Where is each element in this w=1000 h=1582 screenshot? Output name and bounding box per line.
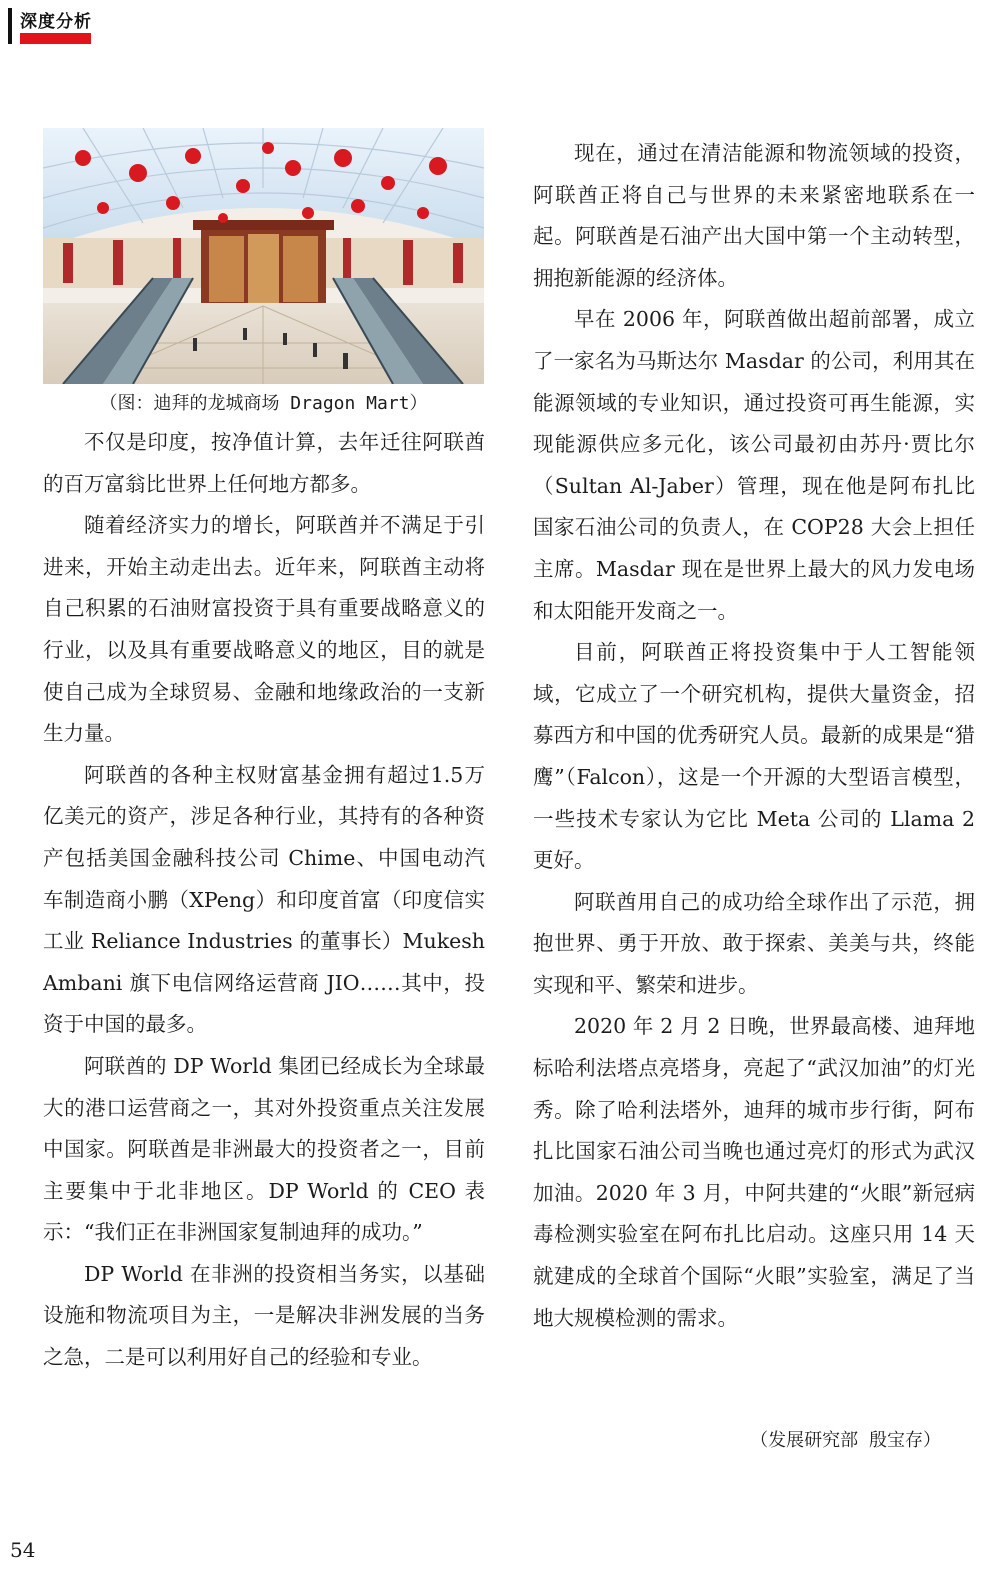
page-number: 54 — [10, 1538, 36, 1562]
paragraph: 阿联酋的各种主权财富基金拥有超过1.5万亿美元的资产，涉足各种行业，其持有的各种资产包括美国金融科技公司 Chime、中国电动汽车制造商小鹏（XPeng）和印度首富（印度信实工业 Reliance Industries 的董事长）Mukesh Ambani 旗下电信网络运营商 JIO……其中，投资于中国的最多。 — [43, 762, 485, 1037]
paragraph: 目前，阿联酋正将投资集中于人工智能领域，它成立了一个研究机构，提供大量资金，招募西方和中国的优秀研究人员。最新的成果是“猎鹰”（Falcon），这是一个开源的大型语言模型，一些技术专家认为它比 Meta 公司的 Llama 2 更好。 — [533, 640, 975, 873]
right-column — [533, 133, 975, 1339]
figure-caption: （图：迪拜的龙城商场 Dragon Mart） — [99, 393, 428, 414]
paragraph: 随着经济实力的增长，阿联酋并不满足于引进来，开始主动走出去。近年来，阿联酋主动将自己积累的石油财富投资于具有重要战略意义的行业，以及具有重要战略意义的地区，目的就是使自己成为全球贸易、金融和地缘政治的一支新生力量。 — [43, 513, 485, 746]
paragraph: 现在，通过在清洁能源和物流领域的投资，阿联酋正将自己与世界的未来紧密地联系在一起。阿联酋是石油产出大国中第一个主动转型，拥抱新能源的经济体。 — [533, 141, 975, 290]
paragraph: 阿联酋用自己的成功给全球作出了示范，拥抱世界、勇于开放、敢于探索、美美与共，终能实现和平、繁荣和进步。 — [533, 889, 975, 997]
section-title: 深度分析 — [20, 12, 92, 32]
section-accent-bar — [20, 33, 91, 44]
paragraph: 早在 2006 年，阿联酋做出超前部署，成立了一家名为马斯达尔 Masdar 的公司，利用其在能源领域的专业知识，通过投资可再生能源，实现能源供应多元化，该公司最初由苏丹·贾比尔（Sultan Al-Jaber）管理，现在他是阿布扎比国家石油公司的负责人，在 COP28 大会上担任主席。Masdar 现在是世界上最大的风力发电场和太阳能开发商之一。 — [533, 307, 975, 623]
paragraph: 不仅是印度，按净值计算，去年迁往阿联酋的百万富翁比世界上任何地方都多。 — [43, 430, 485, 496]
author-signature — [533, 1426, 975, 1452]
author-signature-text: （发展研究部 殷宝存） — [750, 1430, 941, 1451]
mall-interior-photo — [43, 128, 484, 384]
left-column — [43, 422, 485, 1379]
paragraph: DP World 在非洲的投资相当务实，以基础设施和物流项目为主，一是解决非洲发展的当务之急，二是可以利用好自己的经验和专业。 — [43, 1261, 485, 1370]
section-marker-bar — [8, 8, 12, 44]
paragraph: 阿联酋的 DP World 集团已经成长为全球最大的港口运营商之一，其对外投资重点关注发展中国家。阿联酋是非洲最大的投资者之一，目前主要集中于北非地区。DP World 的 CEO 表示：“我们正在非洲国家复制迪拜的成功。” — [43, 1053, 485, 1245]
paragraph: 2020 年 2 月 2 日晚，世界最高楼、迪拜地标哈利法塔点亮塔身，亮起了“武汉加油”的灯光秀。除了哈利法塔外，迪拜的城市步行街，阿布扎比国家石油公司当晚也通过亮灯的形式为武汉加油。2020 年 3 月，中阿共建的“火眼”新冠病毒检测实验室在阿布扎比启动。这座只用 14 天就建成的全球首个国际“火眼”实验室，满足了当地大规模检测的需求。 — [533, 1014, 975, 1330]
